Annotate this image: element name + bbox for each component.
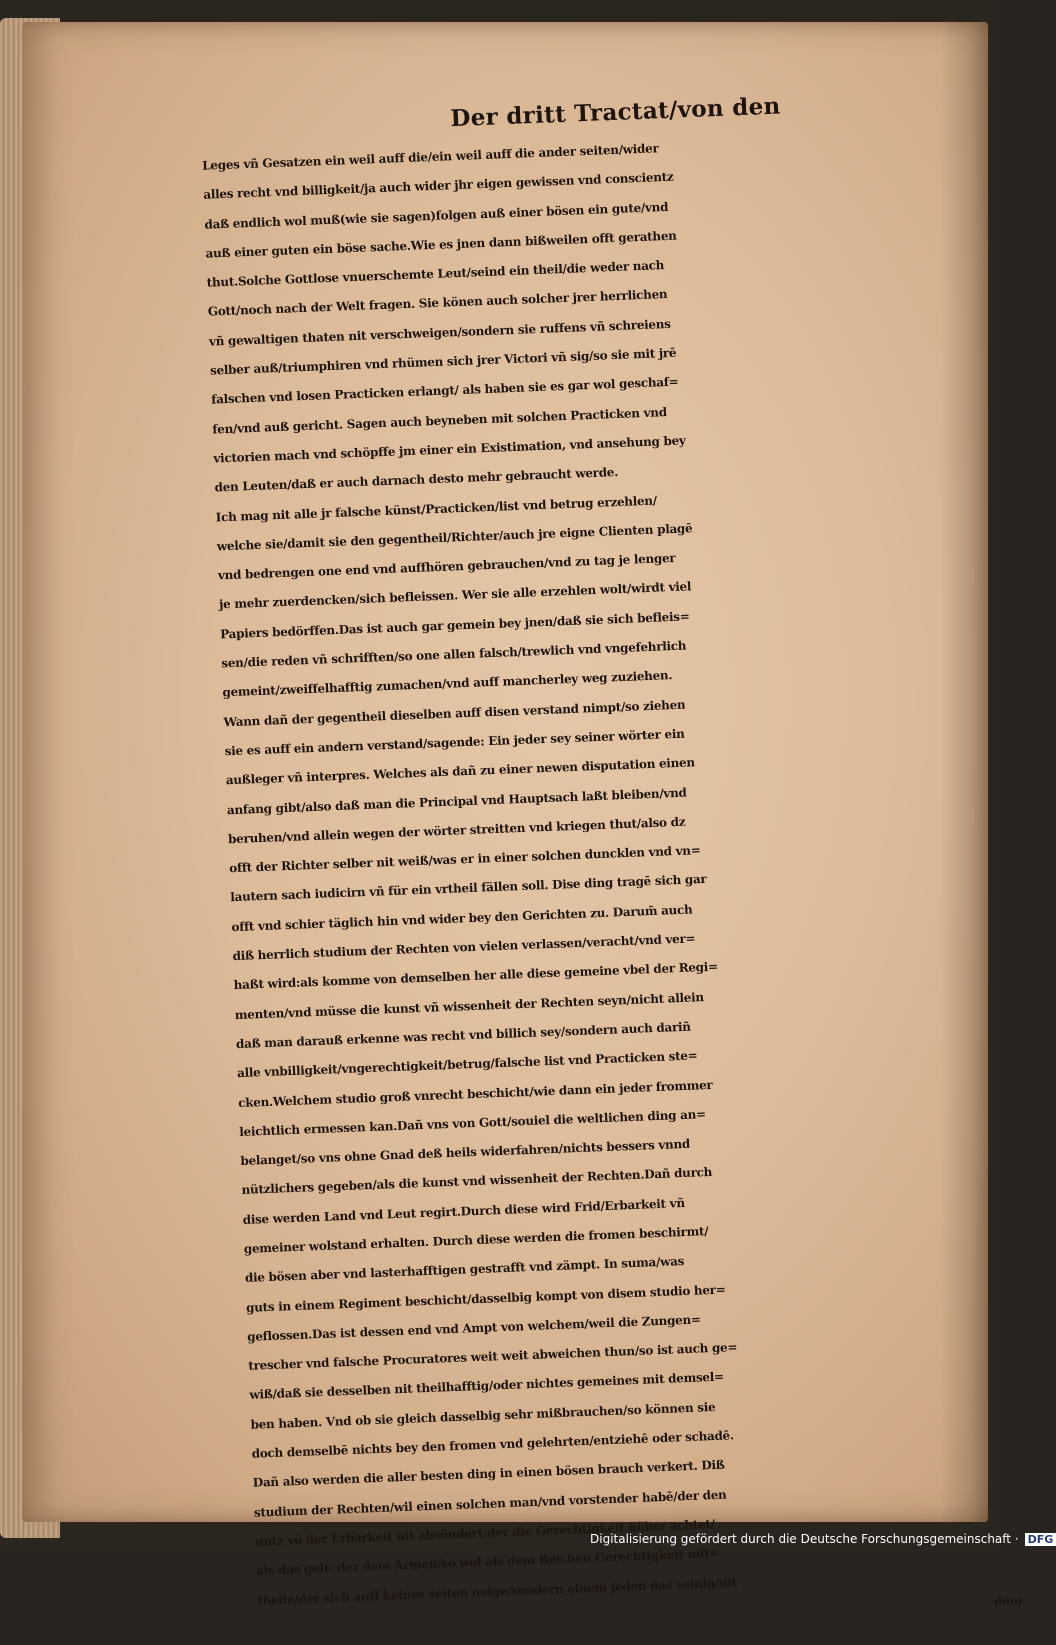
- text-line: lautern sach iudicirn vñ für ein vrtheil fällen soll. Dise ding tragē sich gar: [230, 872, 707, 905]
- running-header: Der dritt Tractat/von den: [449, 92, 782, 133]
- text-line: alles recht vnd billigkeit/ja auch wider jhr eigen gewissen vnd conscientz: [203, 169, 674, 203]
- text-line: doch demselbē nichts bey den fromen vnd gelehrten/entziehē oder schadē.: [251, 1428, 734, 1461]
- text-line: als das gelt: der dem Armen/so wol als dem Reichen Gerechtigkeit mit=: [255, 1546, 720, 1578]
- text-line: gemeint/zweiffelhafftig zumachen/vnd auff mancherley weg zuziehen.: [222, 668, 673, 700]
- catchword: dem: [993, 1593, 1023, 1609]
- text-line: alle vnbilligkeit/vngerechtigkeit/betrug/falsche list vnd Practicken ste=: [236, 1048, 698, 1081]
- text-line: Dañ also werden die aller besten ding in einen bösen brauch verkert. Diß: [252, 1458, 725, 1491]
- text-line: offt vnd schier täglich hin vnd wider bey den Gerichten zu. Darum̃ auch: [231, 902, 693, 934]
- text-line: diß herrlich studium der Rechten von vielen verlassen/veracht/vnd ver=: [232, 931, 696, 964]
- text-line: beruhen/vnd allein wegen der wörter streitten vnd kriegen thut/also dz: [227, 814, 686, 847]
- text-line: studium der Rechten/wil einen solchen man/vnd vorstender habē/der den: [253, 1487, 727, 1520]
- text-line: anfang gibt/also daß man die Principal vnd Hauptsach laßt bleiben/vnd: [226, 785, 687, 817]
- text-line: daß man darauß erkenne was recht vnd billich sey/sondern auch dariñ: [235, 1019, 691, 1051]
- text-line: welche sie/damit sie den gegentheil/Richter/auch jre eigne Clienten plagē: [216, 521, 693, 554]
- text-line: haßt wird:als komme von demselben her alle diese gemeine vbel der Regi=: [233, 959, 719, 993]
- text-line: thut.Solche Gottlose vnuerschemte Leut/seind ein theil/die weder nach: [206, 258, 665, 290]
- text-line: je mehr zuerdencken/sich befleissen. Wer sie alle erzehlen wolt/wirdt viel: [218, 579, 692, 612]
- text-line: theile/der sich auff keines seiten neige/sondern einem jeden das seinig/nit: [257, 1574, 738, 1608]
- text-line: daß endlich wol muß(wie sie sagen)folgen auß einer bösen ein gute/vnd: [204, 199, 669, 232]
- text-line: guts in einem Regiment beschicht/dasselbig kompt von disem studio her=: [245, 1282, 726, 1315]
- text-line: dise werden Land vnd Leut regirt.Durch diese wird Frid/Erbarkeit vñ: [242, 1195, 685, 1227]
- text-line: Wann dañ der gegentheil dieselben auff disen verstand nimpt/so ziehen: [223, 697, 686, 729]
- text-line: Papiers bedörffen.Das ist auch gar gemein bey jnen/daß sie sich befleis=: [219, 609, 690, 642]
- text-line: sen/die reden vñ schrifften/so one allen falsch/trewlich vnd vngefehrlich: [221, 638, 687, 671]
- text-line: falschen vnd losen Practicken erlangt/ als haben sie es gar wol geschaf=: [210, 375, 679, 407]
- text-line: gemeiner wolstand erhalten. Durch diese werden die fromen beschirmt/: [243, 1224, 709, 1256]
- text-line: ben haben. Vnd ob sie gleich dasselbig sehr mißbrauchen/so können sie: [250, 1399, 716, 1432]
- text-line: auß einer guten ein böse sache.Wie es jnen dann bißweilen offt gerathen: [205, 228, 677, 261]
- text-line: selber auß/triumphiren vnd rhümen sich jrer Victori vñ sig/so sie mit jrē: [209, 345, 677, 378]
- text-line: den Leuten/daß er auch darnach desto mehr gebraucht werde.: [214, 465, 619, 495]
- text-line: vnd bedrengen one end vnd auffhören gebrauchen/vnd zu tag je lenger: [217, 551, 676, 583]
- dfg-logo: DFG: [1025, 1533, 1056, 1546]
- text-line: nützlichers gegeben/als die kunst vnd wissenheit der Rechten.Dañ durch: [241, 1165, 713, 1198]
- text-line: wiß/daß sie desselben nit theilhafftig/oder nichtes gemeines mit demsel=: [249, 1370, 725, 1403]
- text-line: fen/vnd auß gericht. Sagen auch beyneben mit solchen Practicken vnd: [212, 404, 668, 437]
- text-line: Leges vñ Gesatzen ein weil auff die/ein weil auff die ander seiten/wider: [201, 141, 659, 173]
- text-line: vñ gewaltigen thaten nit verschweigen/sondern sie ruffens vñ schreiens: [208, 316, 671, 349]
- text-line: nutz vō der Erbarkeit nit absöndert:der die Gerechtigkeit höher achtet/: [254, 1517, 715, 1549]
- text-line: belanget/so vns ohne Gnad deß heils widerfahren/nichts bessers vnnd: [240, 1136, 691, 1169]
- text-line: die bösen aber vnd lasterhafftigen gestrafft vnd zämpt. In suma/was: [244, 1254, 685, 1286]
- text-line: cken.Welchem studio groß vnrecht beschicht/wie dann ein jeder frommer: [237, 1077, 713, 1110]
- text-line: außleger vñ interpres. Welches als dañ zu einer newen disputation einen: [225, 755, 695, 788]
- body-text: [202, 122, 1028, 1615]
- text-line: victorien mach vnd schöpffe jm einer ein Existimation, vnd ansehung bey: [213, 433, 686, 466]
- credit-text: Digitalisierung gefördert durch die Deutsche Forschungsgemeinschaft ·: [590, 1532, 1019, 1546]
- text-line: menten/vnd müsse die kunst vñ wissenheit der Rechten seyn/nicht allein: [234, 989, 704, 1022]
- text-line: leichtlich ermessen kan.Dañ vns von Gott/souiel die weltlichen ding an=: [239, 1106, 707, 1139]
- text-line: Ich mag nit alle jr falsche künst/Practicken/list vnd betrug erzehlen/: [215, 493, 658, 525]
- text-line: sie es auff ein andern verstand/sagende: Ein jeder sey seiner wörter ein: [224, 726, 685, 759]
- text-block: [200, 85, 1028, 1645]
- text-line: geflossen.Das ist dessen end vnd Ampt von welchem/weil die Zungen=: [246, 1312, 701, 1344]
- digitization-credit: [590, 1532, 1056, 1546]
- text-line: offt der Richter selber nit weiß/was er in einer solchen duncklen vnd vn=: [228, 843, 701, 876]
- text-line: trescher vnd falsche Procuratores weit weit abweichen thun/so ist auch ge=: [248, 1340, 738, 1374]
- text-line: Gott/noch nach der Welt fragen. Sie könen auch solcher jrer herrlichen: [207, 287, 668, 320]
